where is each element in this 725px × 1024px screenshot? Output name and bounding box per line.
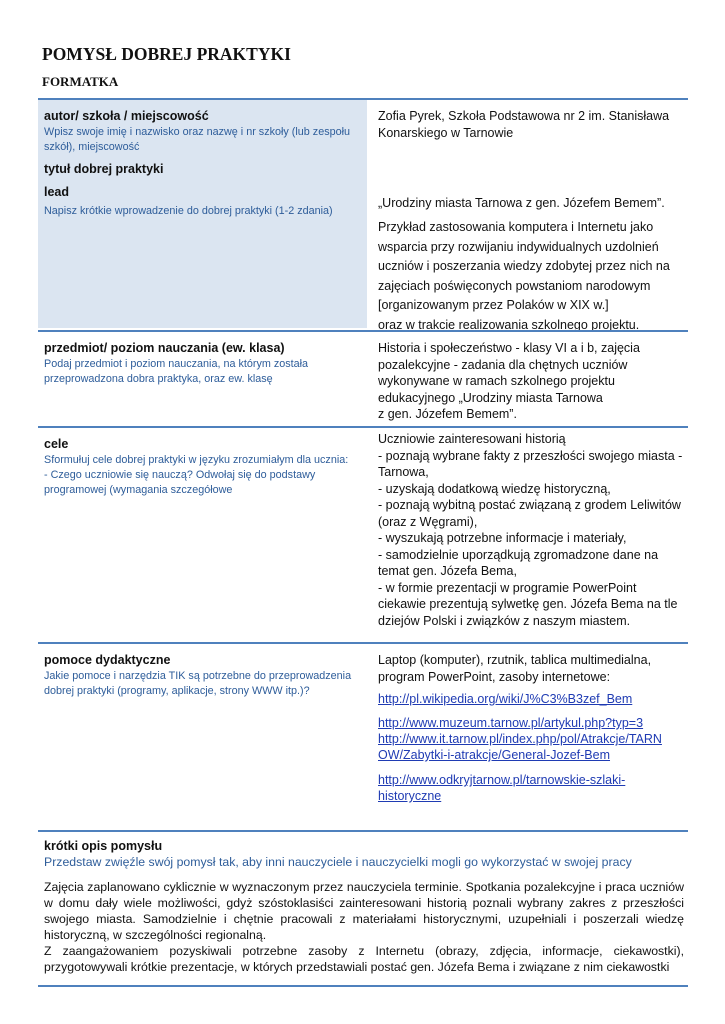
goal-line: Uczniowie zainteresowani historią	[378, 432, 566, 446]
label-goals: cele	[44, 437, 69, 451]
hint-goals-line1: Sformułuj cele dobrej praktyki w języku zrozumiałym dla ucznia:	[44, 454, 349, 466]
label-lead: lead	[44, 185, 70, 199]
value-aids-line2: program PowerPoint, zasoby internetowe:	[378, 670, 611, 684]
row-teaching-aids	[38, 642, 688, 814]
goal-line: - uzyskają dodatkową wiedzę historyczną,	[378, 481, 611, 496]
goal-line: - samodzielnie uporządkują zgromadzone dane na	[378, 547, 659, 562]
document-title: POMYSŁ DOBREJ PRAKTYKI	[42, 44, 291, 64]
link-muzeum[interactable]: http://www.muzeum.tarnow.pl/artykul.php?typ=3	[378, 716, 644, 730]
link-it-tarnow-part1[interactable]: http://www.it.tarnow.pl/index.php/pol/Atrakcje/TARN	[378, 732, 662, 746]
goal-line: temat gen. Józefa Bema,	[378, 564, 517, 578]
section-summary	[38, 830, 688, 986]
hint-subject-line1: Podaj przedmiot i poziom nauczania, na którym została	[44, 358, 309, 370]
subject-line: pozalekcyjne - zadania dla chętnych uczniów	[378, 357, 628, 372]
label-subject: przedmiot/ poziom nauczania (ew. klasa)	[44, 341, 285, 355]
value-author-line1: Zofia Pyrek, Szkoła Podstawowa nr 2 im. Stanisława	[378, 109, 670, 123]
link-it-tarnow-part2[interactable]: OW/Zabytki-i-atrakcje/General-Jozef-Bem	[378, 748, 611, 762]
lead-line: uczniów i poszerzania wiedzy zdobytej przez nich na	[378, 259, 670, 273]
lead-line: Przykład zastosowania komputera i Internetu jako	[378, 220, 654, 234]
goal-line: (oraz z Węgrami),	[378, 514, 478, 529]
hint-goals-line3: programowej (wymagania szczegółowe	[44, 484, 233, 496]
hint-summary: Przedstaw zwięźle swój pomysł tak, aby inni nauczyciele i nauczycielki mogli go wykorzystać w swojej pracy	[44, 855, 632, 869]
document-subtitle: FORMATKA	[42, 74, 119, 89]
label-title: tytuł dobrej praktyki	[44, 162, 164, 176]
hint-aids-line2: dobrej praktyki (programy, aplikacje, strony WWW itp.)?	[44, 685, 310, 697]
lead-line: oraz w trakcie realizowania szkolnego projektu.	[378, 317, 640, 332]
subject-line: wykonywane w ramach szkolnego projektu	[378, 374, 615, 388]
goal-line: - wyszukają potrzebne informacje i materiały,	[378, 531, 627, 545]
subject-line: z gen. Józefem Bemem”.	[378, 407, 517, 421]
goal-line: - poznają wybitną postać związaną z grodem Leliwitów	[378, 498, 681, 512]
hint-lead: Napisz krótkie wprowadzenie do dobrej praktyki (1-2 zdania)	[44, 205, 333, 217]
summary-paragraph: Z zaangażowaniem pozyskiwali potrzebne zasoby z Internetu (obrazy, zdjęcia, informacje, ciekawostki), przygotowywali krótkie prezentacje, w których przedstawiali postać gen. Józefa Bema i związane z nim ciekawostki	[44, 944, 684, 974]
lead-line: zajęciach poświęconych powstaniom narodowym	[378, 278, 651, 293]
summary-paragraph: Zajęcia zaplanowano cyklicznie w wyznaczonym przez nauczyciela terminie. Spotkania pozalekcyjne i praca uczniów w domu dały wiele możliwości, gdyż szóstoklasiści zainteresowani historią poznali wybrany zakres z przeszłości swojego miasta. Samodzielnie i chętnie pracowali z materiałami historycznymi, uzupełniali i poszerzali wiedzę historyczną, w szczególności regionalną.	[44, 880, 684, 942]
label-aids: pomoce dydaktyczne	[44, 653, 171, 667]
goal-line: dziejów Polski i związków z naszym miastem.	[378, 613, 631, 628]
label-summary: krótki opis pomysłu	[44, 839, 163, 853]
row1-label-cell	[38, 100, 367, 328]
lead-line: wsparcia przy rozwijaniu indywidualnych uzdolnień	[378, 239, 659, 254]
link-odkryjtarnow-part2[interactable]: historyczne	[378, 789, 442, 803]
value-subject	[378, 340, 690, 423]
goal-line: Tarnowa,	[378, 465, 429, 479]
bottom-rule	[38, 985, 688, 987]
goal-line: - poznają wybrane fakty z przeszłości swojego miasta -	[378, 448, 683, 463]
value-goals	[378, 431, 690, 629]
goal-line: - w formie prezentacji w programie PowerPoint	[378, 580, 637, 595]
row-goals	[38, 426, 688, 640]
hint-author-line1: Wpisz swoje imię i nazwisko oraz nazwę i nr szkoły (lub zespołu	[44, 126, 351, 138]
subject-line: Historia i społeczeństwo - klasy VI a i b, zajęcia	[378, 341, 640, 355]
row-subject-level	[38, 330, 688, 424]
value-aids-line1: Laptop (komputer), rzutnik, tablica multimedialna,	[378, 653, 652, 667]
goal-line: ciekawie prezentują sylwetkę gen. Józefa Bema na tle	[378, 597, 678, 611]
label-author: autor/ szkoła / miejscowość	[44, 109, 209, 123]
link-odkryjtarnow-part1[interactable]: http://www.odkryjtarnow.pl/tarnowskie-szlaki-	[378, 773, 626, 787]
value-title: „Urodziny miasta Tarnowa z gen. Józefem Bemem”.	[378, 196, 665, 210]
hint-aids-line1: Jakie pomoce i narzędzia TIK są potrzebne do przeprowadzenia	[44, 670, 352, 682]
hint-goals-line2: - Czego uczniowie się nauczą? Odwołaj się do podstawy	[44, 469, 316, 481]
lead-line: [organizowanym przez Polaków w XIX w.]	[378, 298, 609, 312]
subject-line: edukacyjnego „Urodziny miasta Tarnowa	[378, 390, 603, 405]
value-lead	[378, 218, 690, 335]
value-author-line2: Konarskiego w Tarnowie	[378, 126, 514, 140]
row-author-title-lead	[38, 98, 688, 332]
link-wikipedia[interactable]: http://pl.wikipedia.org/wiki/J%C3%B3zef_Bem	[378, 692, 633, 706]
hint-author-line2: szkół), miejscowość	[44, 141, 140, 153]
summary-text	[44, 879, 684, 975]
hint-subject-line2: przeprowadzona dobra praktyka, oraz ew. klasę	[44, 373, 273, 385]
